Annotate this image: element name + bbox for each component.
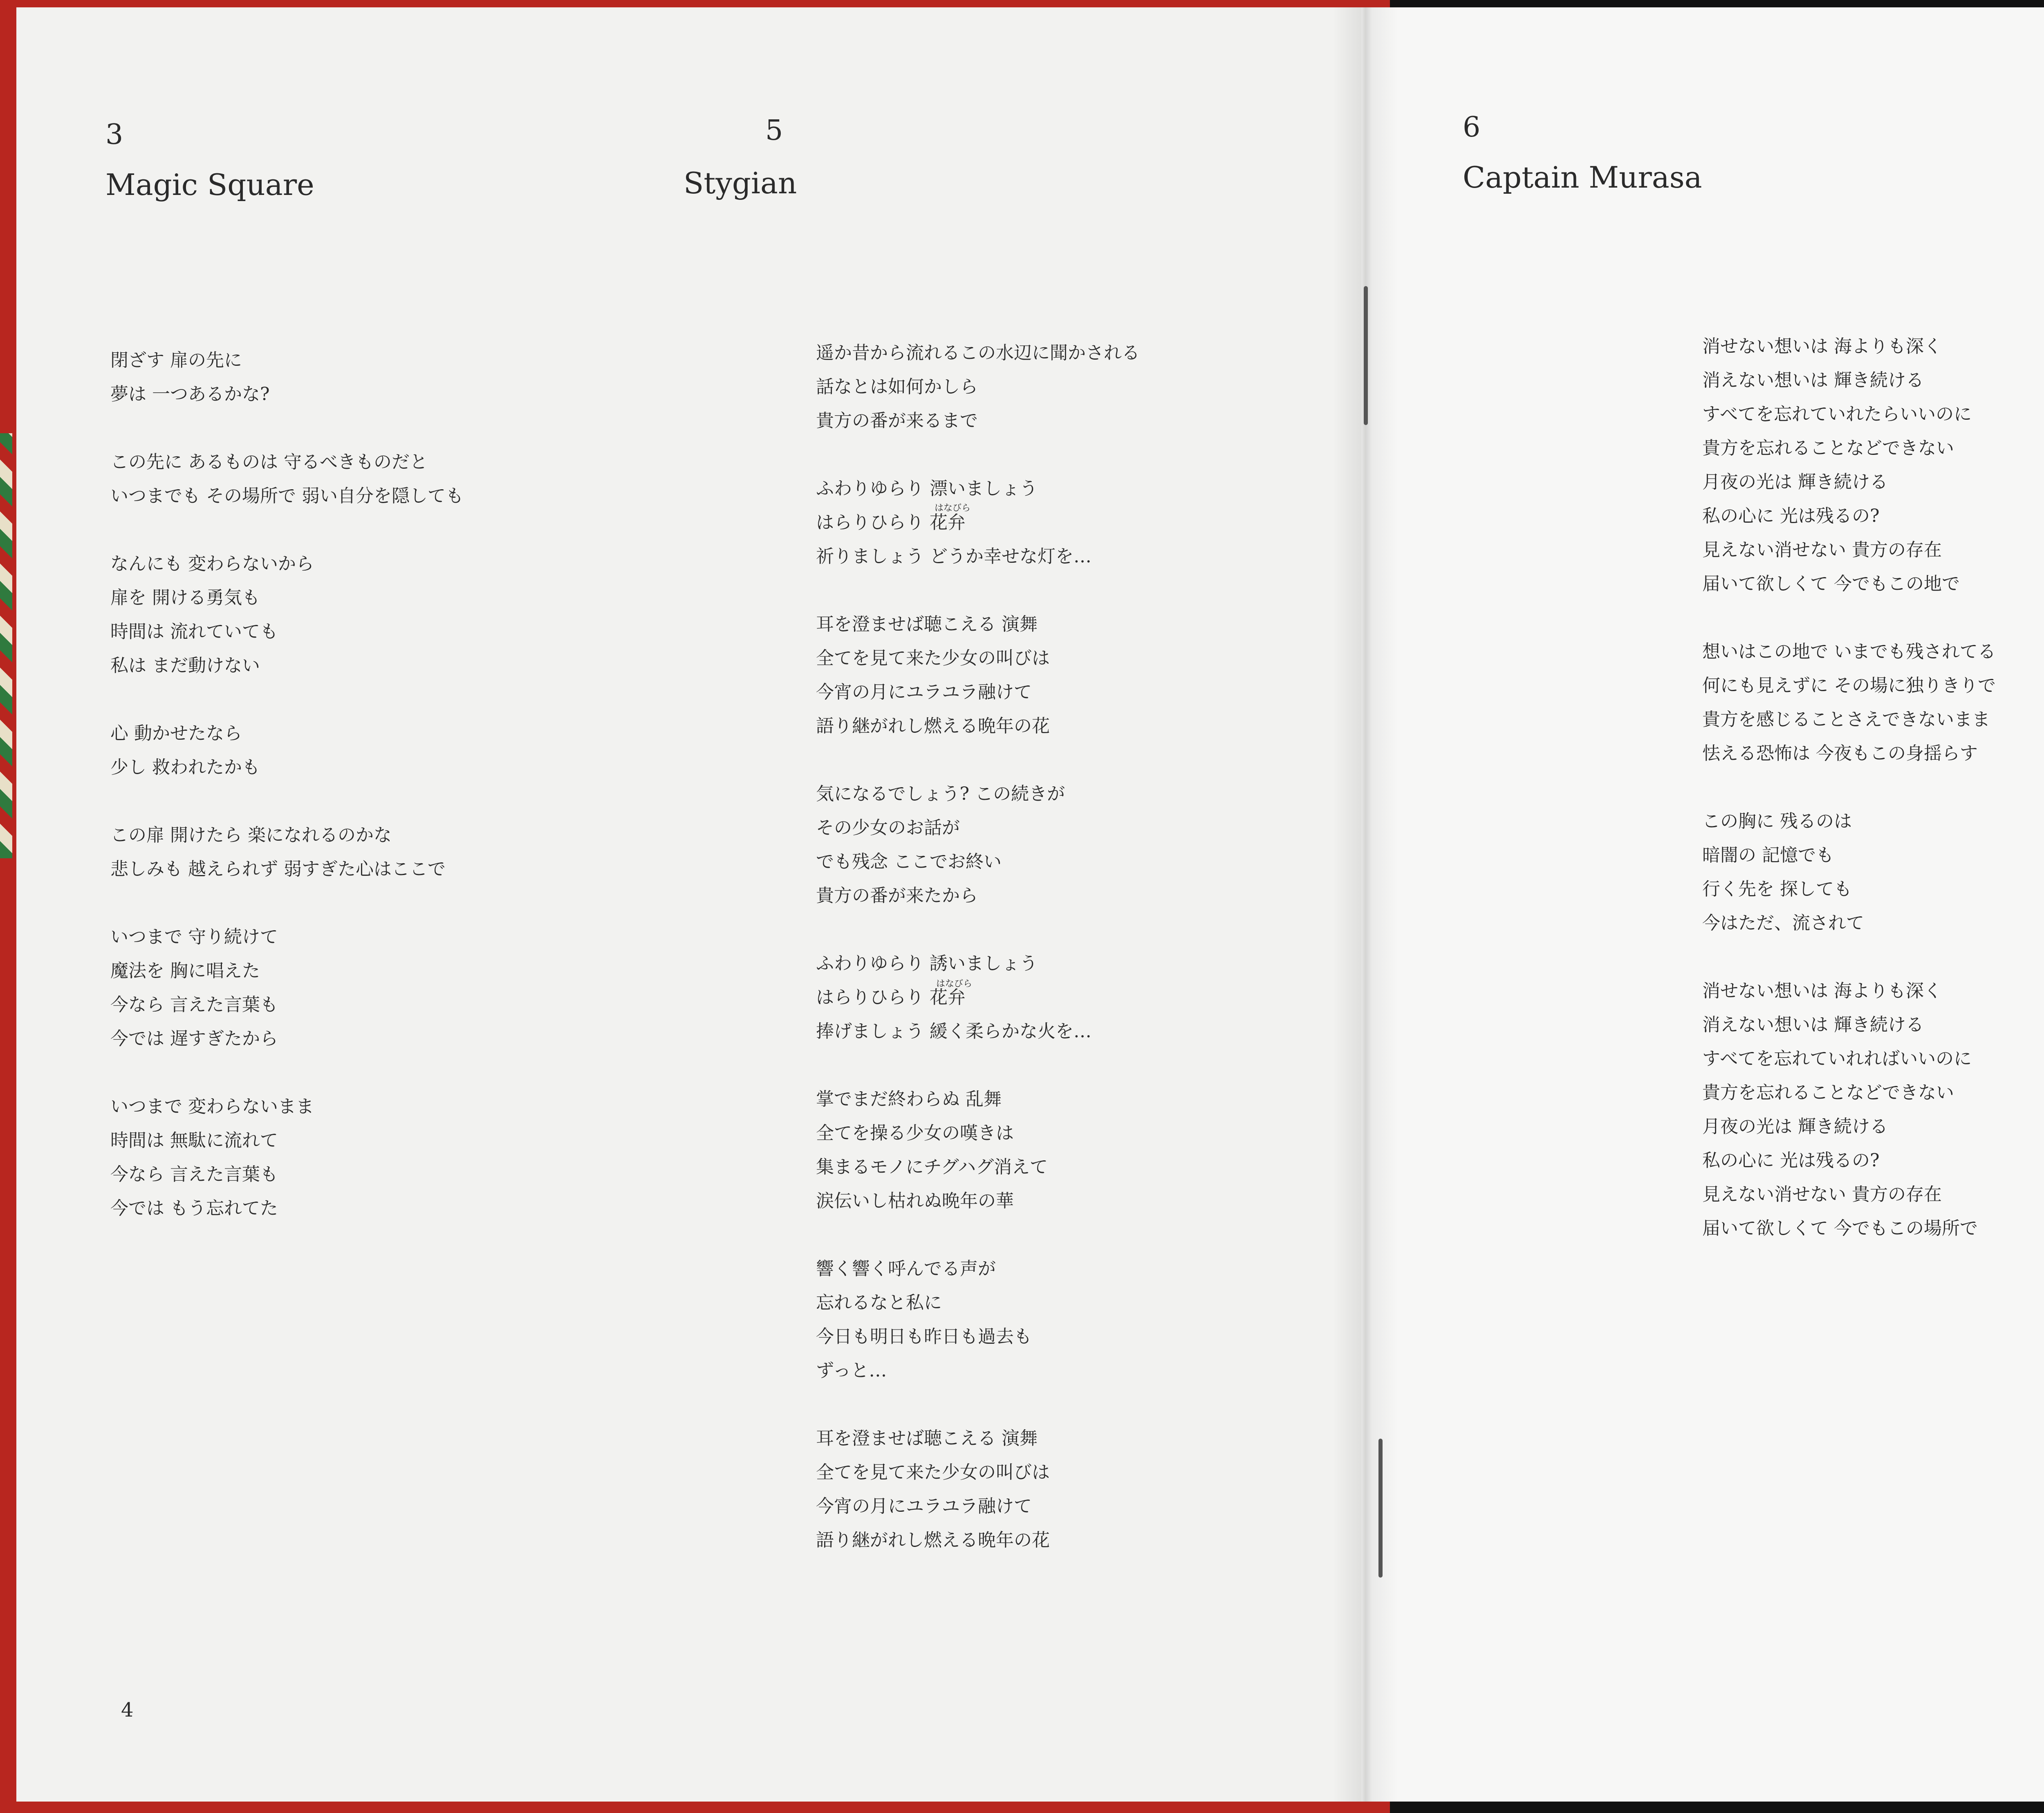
cover-stripe-decoration <box>0 433 12 858</box>
lyric-line: 私は まだ動けない <box>110 655 260 676</box>
track-number-6: 6 <box>1463 111 1481 143</box>
lyric-line: 今日も明日も昨日も過去も <box>816 1326 1032 1347</box>
lyric-line: 何にも見えずに その場に独りきりで <box>1702 675 1996 696</box>
lyric-line: 今では もう忘れてた <box>110 1198 278 1219</box>
lyric-line: この胸に 残るのは <box>1702 811 1852 832</box>
lyric-stanza <box>1702 804 1996 940</box>
lyric-line: 消せない想いは 海よりも深く <box>1702 980 1942 1001</box>
lyric-line: 全てを操る少女の嘆きは <box>816 1123 1014 1144</box>
lyric-line: 全てを見て来た少女の叫びは <box>816 648 1050 669</box>
track-title-captain-murasa: Captain Murasa <box>1463 160 1702 195</box>
lyric-line: 怯える恐怖は 今夜もこの身揺らす <box>1702 743 1978 764</box>
lyric-stanza <box>816 336 1140 438</box>
lyric-line: いつまでも その場所で 弱い自分を隠しても <box>110 486 464 506</box>
lyric-line: すべてを忘れていれればいいのに <box>1702 1048 1972 1069</box>
furigana-hanabira-2: はなびら <box>936 979 973 989</box>
lyric-line: 月夜の光は 輝き続ける <box>1702 472 1888 492</box>
lyric-line: 掌でまだ終わらぬ 乱舞 <box>816 1089 1002 1110</box>
lyric-line: 悲しみも 越えられず 弱すぎた心はここで <box>110 859 446 880</box>
lyric-line: 消せない想いは 海よりも深く <box>1702 336 1942 357</box>
lyric-line: 届いて欲しくて 今でもこの場所で <box>1702 1218 1978 1239</box>
lyric-line: 閉ざす 扉の先に <box>110 350 242 371</box>
lyric-line: 貴方を忘れることなどできない <box>1702 1082 1954 1103</box>
staple-top <box>1364 286 1368 425</box>
lyric-stanza <box>110 818 464 886</box>
staple-bottom <box>1378 1439 1383 1578</box>
lyric-line: 貴方の番が来るまで <box>816 410 978 431</box>
lyric-line: 話なとは如何かしら <box>816 376 978 397</box>
lyric-line: 気になるでしょう? この続きが <box>816 783 1065 804</box>
lyric-line: ふわりゆらり 漂いましょう <box>816 478 1038 499</box>
lyric-line: 今はただ、流されて <box>1702 913 1864 933</box>
lyric-line: はらりひらり 花弁 <box>816 512 966 533</box>
lyric-line: 想いはこの地で いまでも残されてる <box>1702 641 1996 662</box>
lyric-stanza <box>816 607 1140 743</box>
lyric-line: 語り継がれし燃える晩年の花 <box>816 1530 1050 1551</box>
lyric-line: なんにも 変わらないから <box>110 553 314 574</box>
lyric-line: すべてを忘れていれたらいいのに <box>1702 404 1972 425</box>
lyric-line: 集まるモノにチグハグ消えて <box>816 1157 1048 1177</box>
lyric-line: 貴方を忘れることなどできない <box>1702 438 1954 459</box>
lyric-line: 私の心に 光は残るの? <box>1702 506 1880 526</box>
lyric-line: 耳を澄ませば聴こえる 演舞 <box>816 1428 1038 1449</box>
lyric-line: 暗闇の 記憶でも <box>1702 845 1834 866</box>
lyric-stanza <box>816 777 1140 913</box>
lyrics-captain-murasa-col1 <box>1702 329 1996 1279</box>
lyric-line: 夢は 一つあるかな? <box>110 384 270 405</box>
lyric-line: 忘れるなと私に <box>816 1292 942 1313</box>
lyric-line: 魔法を 胸に唱えた <box>110 960 260 981</box>
lyric-stanza <box>110 716 464 784</box>
lyric-stanza <box>816 472 1140 573</box>
lyric-line: 見えない消せない 貴方の存在 <box>1702 1184 1942 1205</box>
lyric-stanza <box>816 1421 1140 1557</box>
lyric-stanza <box>816 947 1140 1048</box>
page-number-left: 4 <box>121 1699 134 1721</box>
lyric-line: その少女のお話が <box>816 817 960 838</box>
lyric-line: 貴方を感じることさえできないまま <box>1702 709 1990 730</box>
track-title-stygian: Stygian <box>684 166 797 200</box>
lyric-stanza <box>816 1252 1140 1388</box>
lyric-line: 私の心に 光は残るの? <box>1702 1150 1880 1171</box>
lyric-line: 語り継がれし燃える晩年の花 <box>816 716 1050 736</box>
lyric-line: 行く先を 探しても <box>1702 879 1852 900</box>
lyric-line: 時間は 流れていても <box>110 621 278 642</box>
furigana-hanabira: はなびら <box>935 503 971 513</box>
lyrics-magic-square <box>110 343 464 1259</box>
lyric-stanza <box>110 343 464 411</box>
lyric-line: 今なら 言えた言葉も <box>110 994 278 1015</box>
track-number-5: 5 <box>765 114 783 147</box>
lyric-stanza <box>1702 974 1996 1245</box>
lyric-line: 響く響く呼んでる声が <box>816 1258 996 1279</box>
lyric-stanza <box>110 1090 464 1225</box>
lyric-line: 時間は 無駄に流れて <box>110 1130 278 1151</box>
lyric-line: この扉 開けたら 楽になれるのかな <box>110 825 392 846</box>
lyric-line: この先に あるものは 守るべきものだと <box>110 452 428 472</box>
lyric-line: でも残念 ここでお終い <box>816 851 1002 872</box>
lyric-line: 消えない想いは 輝き続ける <box>1702 1014 1924 1035</box>
lyric-line: 消えない想いは 輝き続ける <box>1702 370 1924 391</box>
lyric-stanza <box>1702 635 1996 770</box>
lyric-stanza <box>110 445 464 513</box>
track-title-magic-square: Magic Square <box>105 168 314 202</box>
lyric-line: 少し 救われたかも <box>110 757 260 778</box>
lyric-line: 貴方の番が来たから <box>816 885 978 906</box>
book-gutter <box>1333 7 1398 1802</box>
lyric-line: 今宵の月にユラユラ融けて <box>816 1496 1032 1517</box>
lyric-stanza <box>110 547 464 683</box>
lyric-line: 届いて欲しくて 今でもこの地で <box>1702 573 1960 594</box>
lyric-stanza <box>816 1082 1140 1218</box>
lyric-line: はらりひらり 花弁 <box>816 987 966 1008</box>
lyric-line: 見えない消せない 貴方の存在 <box>1702 539 1942 560</box>
lyric-stanza <box>1702 329 1996 601</box>
lyric-line: いつまで 守り続けて <box>110 927 278 947</box>
track-number-3: 3 <box>105 119 123 151</box>
lyric-line: 月夜の光は 輝き続ける <box>1702 1116 1888 1137</box>
lyric-line: 捧げましょう 緩く柔らかな火を… <box>816 1021 1091 1042</box>
lyric-line: 今では 遅すぎたから <box>110 1028 278 1049</box>
lyrics-stygian <box>816 336 1140 1591</box>
lyric-line: 今なら 言えた言葉も <box>110 1164 278 1185</box>
lyric-line: 耳を澄ませば聴こえる 演舞 <box>816 614 1038 635</box>
lyric-stanza <box>110 920 464 1056</box>
lyric-line: 今宵の月にユラユラ融けて <box>816 682 1032 703</box>
lyric-line: 心 動かせたなら <box>110 723 242 744</box>
lyric-line: 遥か昔から流れるこの水辺に聞かされる <box>816 342 1140 363</box>
lyric-line: 扉を 開ける勇気も <box>110 587 260 608</box>
lyric-line: ずっと… <box>816 1360 887 1381</box>
lyric-line: 涙伝いし枯れぬ晩年の華 <box>816 1191 1014 1211</box>
lyric-line: いつまで 変わらないまま <box>110 1096 314 1117</box>
lyric-line: 祈りましょう どうか幸せな灯を… <box>816 546 1091 567</box>
lyric-line: ふわりゆらり 誘いましょう <box>816 953 1038 974</box>
lyric-line: 全てを見て来た少女の叫びは <box>816 1462 1050 1483</box>
